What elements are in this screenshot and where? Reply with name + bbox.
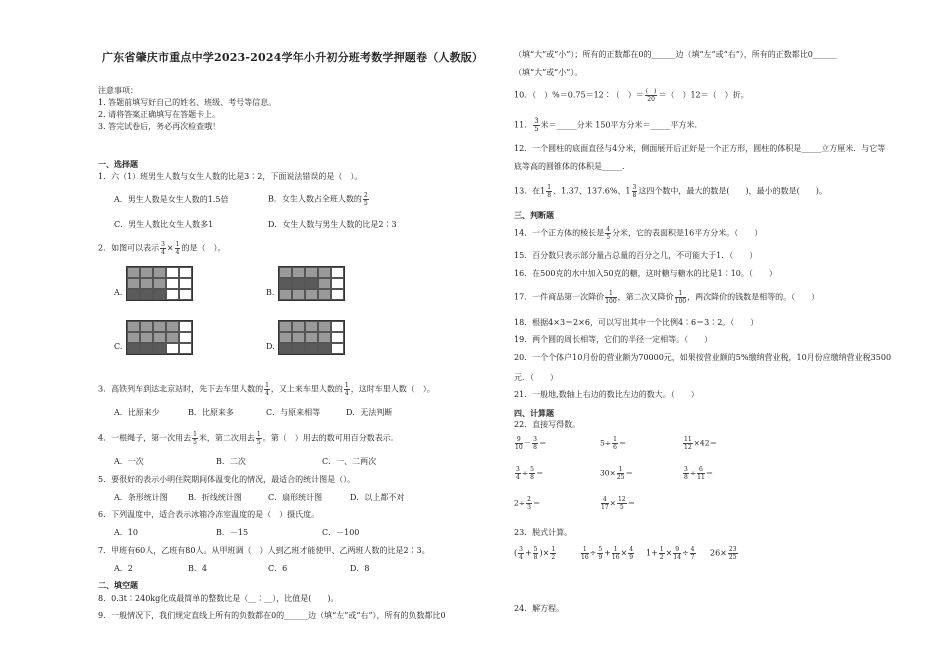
grid-cell [331, 289, 344, 300]
grid-cell [140, 343, 153, 354]
question-9-cont: （填“大”或“小”）。 [514, 68, 583, 77]
question-7: 7．甲班有60人，乙班有80人。从甲班调（ ）人到乙班才能使甲、乙两班人数的比是2∶3。 [98, 546, 430, 555]
grid-cell [166, 321, 179, 332]
grid-cell [331, 278, 344, 289]
question-20: 20．一个个体户10月份的营业额为70000元，如果按营业额的5%缴纳营业税，10月份应缴纳营业税3500 [514, 353, 892, 362]
calc-expression: 1+ $\frac{1}{2}$ × $\frac{9}{14}$ ÷ $\frac{4}{7}$ [646, 546, 695, 561]
grid-cell [166, 332, 179, 343]
grid-cell [153, 278, 166, 289]
grid-cell [305, 321, 318, 332]
question-22: 22．直接写得数。 [514, 420, 581, 429]
calc-expression: $\frac{1}{16}$ ÷ $\frac{5}{9}$ + $\frac{1}{16}$ × $\frac{4}{9}$ [581, 546, 634, 561]
option: A．10 [114, 528, 138, 537]
question-23: 23．脱式计算。 [514, 528, 573, 537]
option: D．女生人数与男生人数的比是2∶3 [268, 220, 397, 229]
grid-cell [127, 321, 140, 332]
fraction-grid-a [126, 266, 193, 301]
grid-cell [153, 289, 166, 300]
grid-cell [153, 267, 166, 278]
page-title: 广东省肇庆市重点中学2023-2024学年小升初分班考数学押题卷（人教版） [102, 51, 484, 64]
question-15: 15．百分数只表示部分量占总量的百分之几，不可能大于1．（ ） [514, 251, 758, 260]
grid-cell [127, 332, 140, 343]
grid-cell [331, 267, 344, 278]
grid-cell [166, 289, 179, 300]
grid-cell [127, 289, 140, 300]
grid-cell [279, 278, 292, 289]
grid-cell [179, 332, 192, 343]
question-19: 19．两个圆的周长相等，它们的半径一定相等。（ ） [514, 335, 713, 344]
option: A．条形统计图 [114, 493, 168, 502]
grid-cell [153, 332, 166, 343]
grid-cell [279, 289, 292, 300]
note-item: 3. 答完试卷后，务必再次检查哦！ [98, 122, 221, 131]
question-13: 13．在1 $\frac{1}{8}$ 、1.37、137.6%、1 $\frac{3}{8}$ 这四个数中，最大的数是( )，最小的数是( )。 [514, 184, 827, 199]
grid-cell [331, 321, 344, 332]
grid-cell [140, 321, 153, 332]
grid-cell [140, 289, 153, 300]
question-20-cont: 元．（ ） [514, 373, 558, 382]
option: C．一、二两次 [322, 457, 377, 466]
question-11: 11． $\frac{3}{5}$ 米＝_____分米 150平方分米＝_____平方米. [514, 117, 698, 133]
section-heading: 二、填空题 [98, 580, 138, 590]
grid-cell [127, 278, 140, 289]
grid-cell [292, 321, 305, 332]
question-6: 6．下列温度中，适合表示冰箱冷冻室温度的是（ ）摄氏度。 [98, 510, 320, 519]
option: A．一次 [114, 457, 144, 466]
question-24: 24．解方程。 [514, 604, 565, 613]
question-12: 12．一个圆柱的底面直径与4分米，侧面展开后正好是一个正方形，圆柱的体积是_____立方厘米．与它等 [514, 144, 886, 153]
option: C．扇形统计图 [268, 493, 323, 502]
question-9-cont: （填“大”或“小”）；所有的正数都在0的______边（填“左”或“右”），所有的正数都比0______ [514, 50, 837, 59]
grid-cell [179, 321, 192, 332]
mental-math-item: 5÷ $\frac{1}{6}$ ＝ [600, 436, 627, 451]
grid-cell [305, 267, 318, 278]
option: B．女生人数占全班人数的 $\frac{2}{5}$ [268, 192, 368, 207]
question-17: 17．一件商品第一次降价 $\frac{1}{100}$ ，第二次又降价 $\frac{1}{100}$ ，两次降价的钱数是相等的。（ ） [514, 290, 820, 305]
grid-cell [318, 289, 331, 300]
grid-cell [179, 278, 192, 289]
section-heading: 一、选择题 [98, 159, 138, 169]
grid-cell [153, 343, 166, 354]
option: B．－15 [216, 528, 249, 537]
grid-cell [318, 321, 331, 332]
grid-cell [305, 278, 318, 289]
option: A．2 [114, 564, 133, 573]
grid-cell [140, 332, 153, 343]
grid-cell [140, 267, 153, 278]
grid-cell [179, 267, 192, 278]
grid-cell [166, 267, 179, 278]
option: D．8 [350, 564, 370, 573]
notes-heading: 注意事项： [98, 86, 138, 95]
fraction-grid-b [278, 266, 345, 301]
option-label: A. [114, 288, 123, 297]
question-21: 21．一般地,数轴上右边的数比左边的数大。（ ） [514, 390, 699, 399]
option: C．男生人数比女生人数多1 [114, 220, 214, 229]
section-heading: 三、判断题 [514, 210, 554, 220]
grid-cell [166, 278, 179, 289]
mental-math-item: $\frac{4}{17}$ × $\frac{12}{5}$ ＝ [601, 496, 636, 511]
grid-cell [318, 267, 331, 278]
grid-cell [179, 289, 192, 300]
option: B．折线统计图 [188, 493, 242, 502]
option-label: D. [266, 342, 275, 351]
option: A．比原来少 [114, 408, 160, 417]
grid-cell [292, 278, 305, 289]
grid-cell [127, 267, 140, 278]
grid-cell [331, 332, 344, 343]
grid-cell [305, 343, 318, 354]
option: B．二次 [216, 457, 246, 466]
question-10: 10．（ ）%＝0.75＝12∶（ ）＝ $\frac{( )}{20}$ ＝（ ）12＝（ ）折。 [514, 88, 749, 103]
grid-cell [127, 343, 140, 354]
grid-cell [140, 278, 153, 289]
mental-math-item: $\frac{3}{4}$ ÷ $\frac{5}{8}$ ＝ [516, 466, 544, 481]
section-heading: 四、计算题 [514, 408, 554, 418]
option-label: C. [114, 342, 123, 351]
question-9: 9．一般情况下，我们规定直线上所有的负数都在0的______边（填“左”或“右”），所有的负数都比0 [98, 611, 446, 620]
fraction-grid-c [126, 320, 193, 355]
grid-cell [318, 343, 331, 354]
question-14: 14．一个正方体的棱长是 $\frac{4}{5}$ 分米，它的表面积是16平方分米。（ ） [514, 226, 763, 241]
grid-cell [153, 321, 166, 332]
option: B．4 [188, 564, 207, 573]
option: C．－100 [322, 528, 360, 537]
mental-math-item: 30× $\frac{1}{25}$ ＝ [600, 466, 633, 481]
mental-math-item: $\frac{3}{8}$ ÷ $\frac{6}{11}$ ＝ [684, 466, 714, 481]
grid-cell [292, 267, 305, 278]
calc-expression: 26× $\frac{23}{25}$ [710, 546, 737, 561]
grid-cell [305, 332, 318, 343]
grid-cell [179, 343, 192, 354]
grid-cell [292, 289, 305, 300]
grid-cell [318, 278, 331, 289]
option: C．6 [268, 564, 288, 573]
option: A．男生人数是女生人数的1.5倍 [114, 195, 229, 204]
note-item: 1. 答题前填写好自己的姓名、班级、考号等信息。 [98, 98, 277, 107]
grid-cell [279, 267, 292, 278]
grid-cell [292, 332, 305, 343]
grid-cell [331, 343, 344, 354]
option: D．以上都不对 [350, 493, 405, 502]
question-2: 2．如图可以表示 $\frac{3}{4}$ × $\frac{1}{4}$ 的是（ ）。 [98, 241, 226, 256]
mental-math-item: $\frac{11}{12}$ ×42＝ [684, 436, 717, 451]
option-label: B. [266, 288, 275, 297]
grid-cell [318, 332, 331, 343]
question-5: 5．要很好的表示小明住院期间体温变化的情况，最适合的统计图是（）。 [98, 475, 356, 484]
grid-cell [279, 321, 292, 332]
option: B．比原来多 [188, 408, 234, 417]
grid-cell [279, 343, 292, 354]
mental-math-item: $\frac{9}{10}$ － $\frac{3}{8}$ ＝ [515, 436, 547, 451]
grid-cell [279, 332, 292, 343]
note-item: 2. 请将答案正确填写在答题卡上。 [98, 110, 221, 119]
grid-cell [292, 343, 305, 354]
option: D．无法判断 [346, 408, 393, 417]
mental-math-item: 2÷ $\frac{2}{3}$ ＝ [514, 496, 541, 511]
question-3: 3．高铁列车到达北京站时，先下去车里人数的 $\frac{1}{4}$ ，又上来车里人数的 $\frac{1}{4}$ ，这时车里人数（ ）。 [98, 382, 435, 397]
question-16: 16．在500克的水中加入50克的糖，这时糖与糖水的比是1∶10。（ ） [514, 269, 777, 278]
grid-cell [305, 289, 318, 300]
grid-cell [166, 343, 179, 354]
question-4: 4．一根绳子，第一次用去 $\frac{1}{5}$ 米，第二次用去 $\frac{1}{5}$ 。第（ ）用去的数可用百分数表示. [98, 431, 394, 446]
question-8: 8．0.3t∶240kg化成最简单的整数比是（__∶__），比值是( )。 [98, 594, 339, 603]
question-12-cont: 底等高的圆锥体的体积是_____. [514, 162, 625, 171]
question-18: 18．根据4×3＝2×6，可以写出其中一个比例4∶6＝3∶2。（ ） [514, 318, 759, 327]
option: C．与原来相等 [266, 408, 321, 417]
calc-expression: ( $\frac{3}{4}$ + $\frac{5}{8}$ )× $\frac{1}{2}$ [514, 546, 556, 561]
question-1: 1．六（1）班男生人数与女生人数的比是3∶2，下面说法错误的是（ ）。 [98, 172, 363, 181]
fraction-grid-d [278, 320, 345, 355]
